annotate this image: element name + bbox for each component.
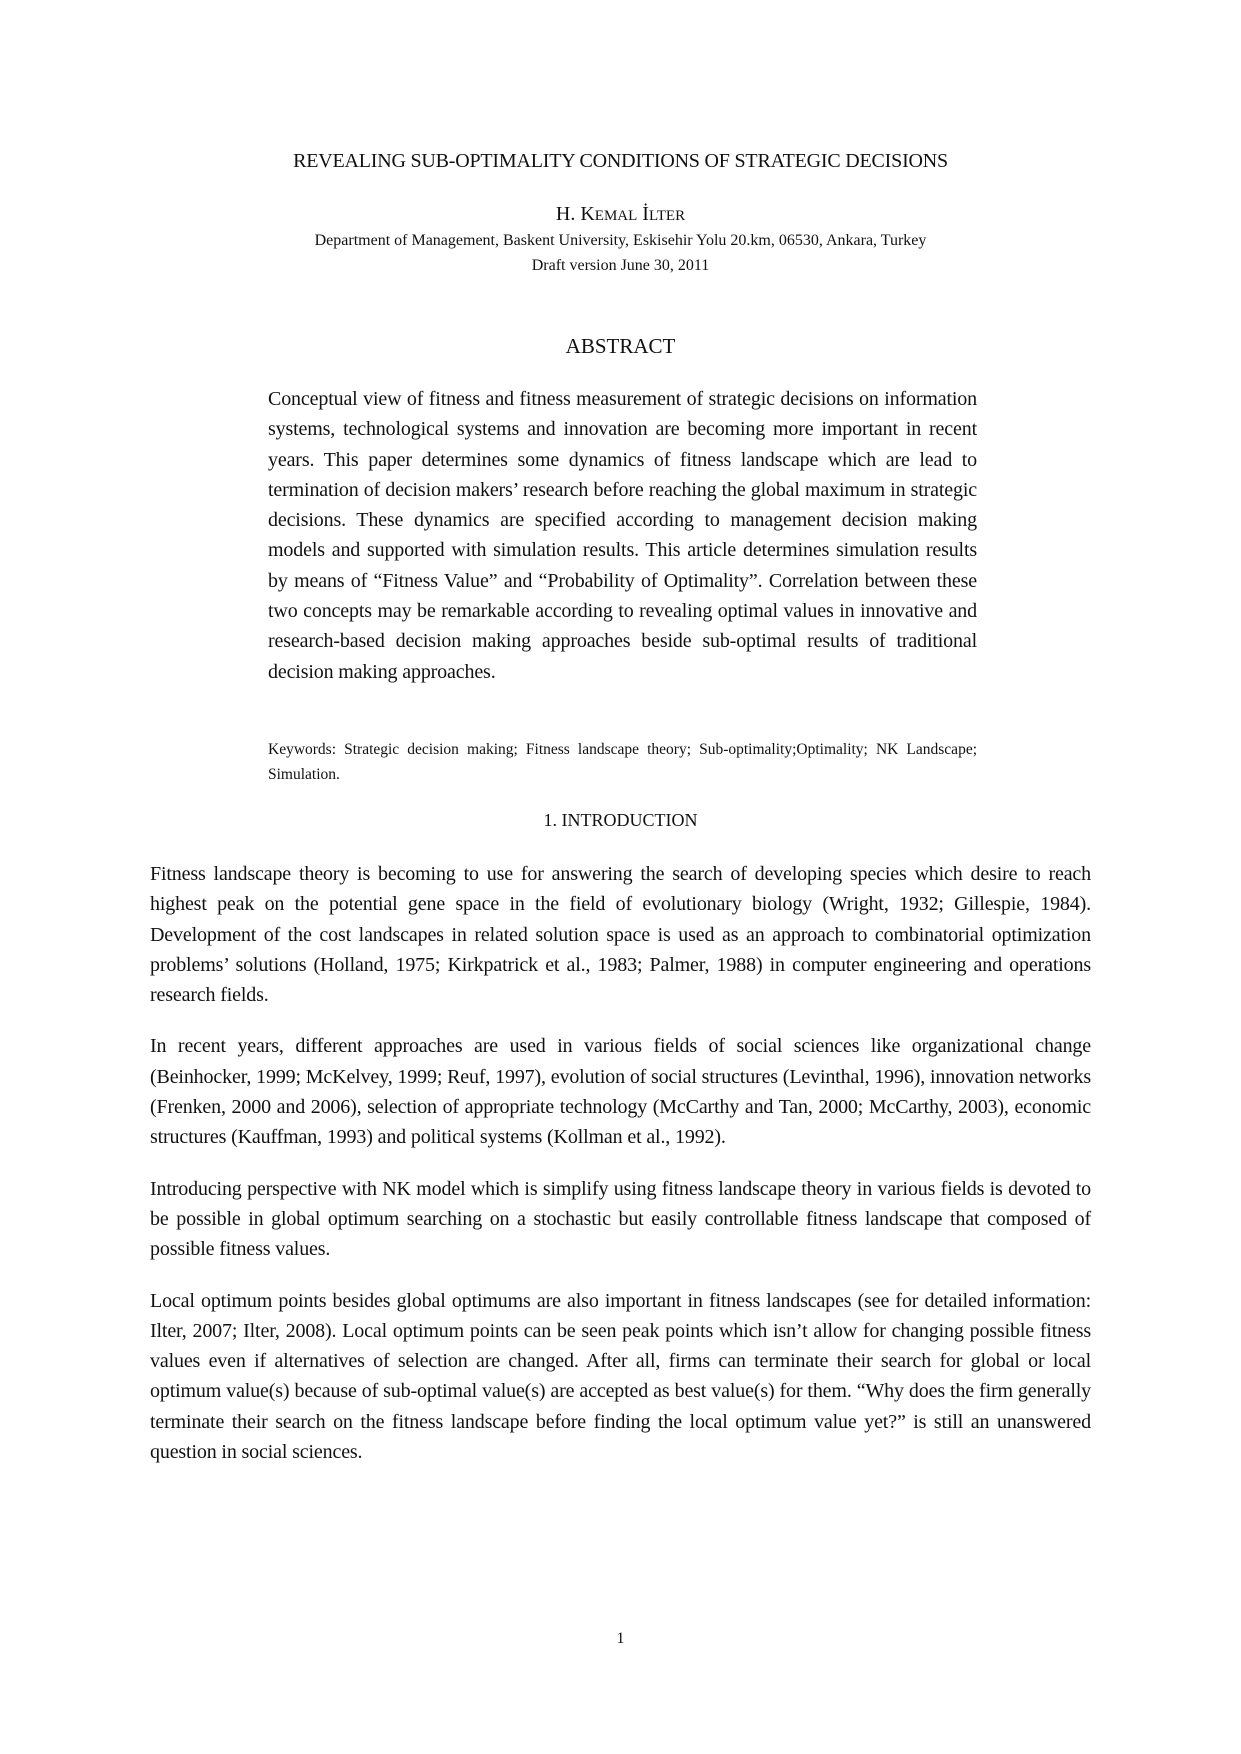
draft-version: Draft version June 30, 2011 <box>531 257 710 274</box>
introduction-body <box>150 859 1091 1488</box>
page-number: 1 <box>616 1630 625 1647</box>
author-last-rest: LTER <box>648 208 686 224</box>
keywords: Keywords: Strategic decision making; Fitness landscape theory; Sub-optimality;Optimality; NK Landscape; Simulation. <box>268 741 977 783</box>
paper-title: REVEALING SUB-OPTIMALITY CONDITIONS OF STRATEGIC DECISIONS <box>293 150 948 172</box>
author-initial: H. K <box>555 203 595 225</box>
author-affiliation: Department of Management, Baskent University, Eskisehir Yolu 20.km, 06530, Ankara, Turkey <box>314 232 927 249</box>
author-first-rest: EMAL <box>594 208 638 224</box>
abstract-heading: ABSTRACT <box>565 334 676 358</box>
abstract-text: Conceptual view of fitness and fitness measurement of strategic decisions on information systems, technological systems and innovation are becoming more important in recent years. This paper determines some dynamics of fitness landscape which are lead to termination of decision makers’ research before reaching the global maximum in strategic decisions. These dynamics are specified according to management decision making models and supported with simulation results. This article determines simulation results by means of “Fitness Value” and “Probability of Optimality”. Correlation between these two concepts may be remarkable according to revealing optimal values in innovative and research-based decision making approaches beside sub-optimal results of traditional decision making approaches. <box>268 388 977 683</box>
section-heading-introduction: 1. INTRODUCTION <box>543 810 698 830</box>
paragraph: Introducing perspective with NK model which is simplify using fitness landscape theory in various fields is devoted to be possible in global optimum searching on a stochastic but easily controllable fitness landscape that composed of possible fitness values. <box>150 1177 1091 1261</box>
paragraph: Fitness landscape theory is becoming to use for answering the search of developing species which desire to reach highest peak on the potential gene space in the field of evolutionary biology (Wright, 1932; Gillespie, 1984). Development of the cost landscapes in related solution space is used as an approach to combinatorial optimization problems’ solutions (Holland, 1975; Kirkpatrick et al., 1983; Palmer, 1988) in computer engineering and operations research fields. <box>150 863 1091 1007</box>
author-last-initial: İ <box>637 203 649 225</box>
paragraph: Local optimum points besides global optimums are also important in fitness landscapes (see for detailed information: Ilter, 2007; Ilter, 2008). Local optimum points can be seen peak points which isn’t allow for changing possible fitness values even if alternatives of selection are changed. After all, firms can terminate their search for global or local optimum value(s) because of sub-optimal value(s) are accepted as best value(s) for them. “Why does the firm generally terminate their search on the fitness landscape before finding the local optimum value yet?” is still an unanswered question in social sciences. <box>150 1289 1091 1464</box>
paragraph: In recent years, different approaches are used in various fields of social sciences like organizational change (Beinhocker, 1999; McKelvey, 1999; Reuf, 1997), evolution of social structures (Levinthal, 1996), innovation networks (Frenken, 2000 and 2006), selection of appropriate technology (McCarthy and Tan, 2000; McCarthy, 2003), economic structures (Kauffman, 1993) and political systems (Kollman et al., 1992). <box>150 1035 1091 1149</box>
author-name <box>0 203 1241 226</box>
